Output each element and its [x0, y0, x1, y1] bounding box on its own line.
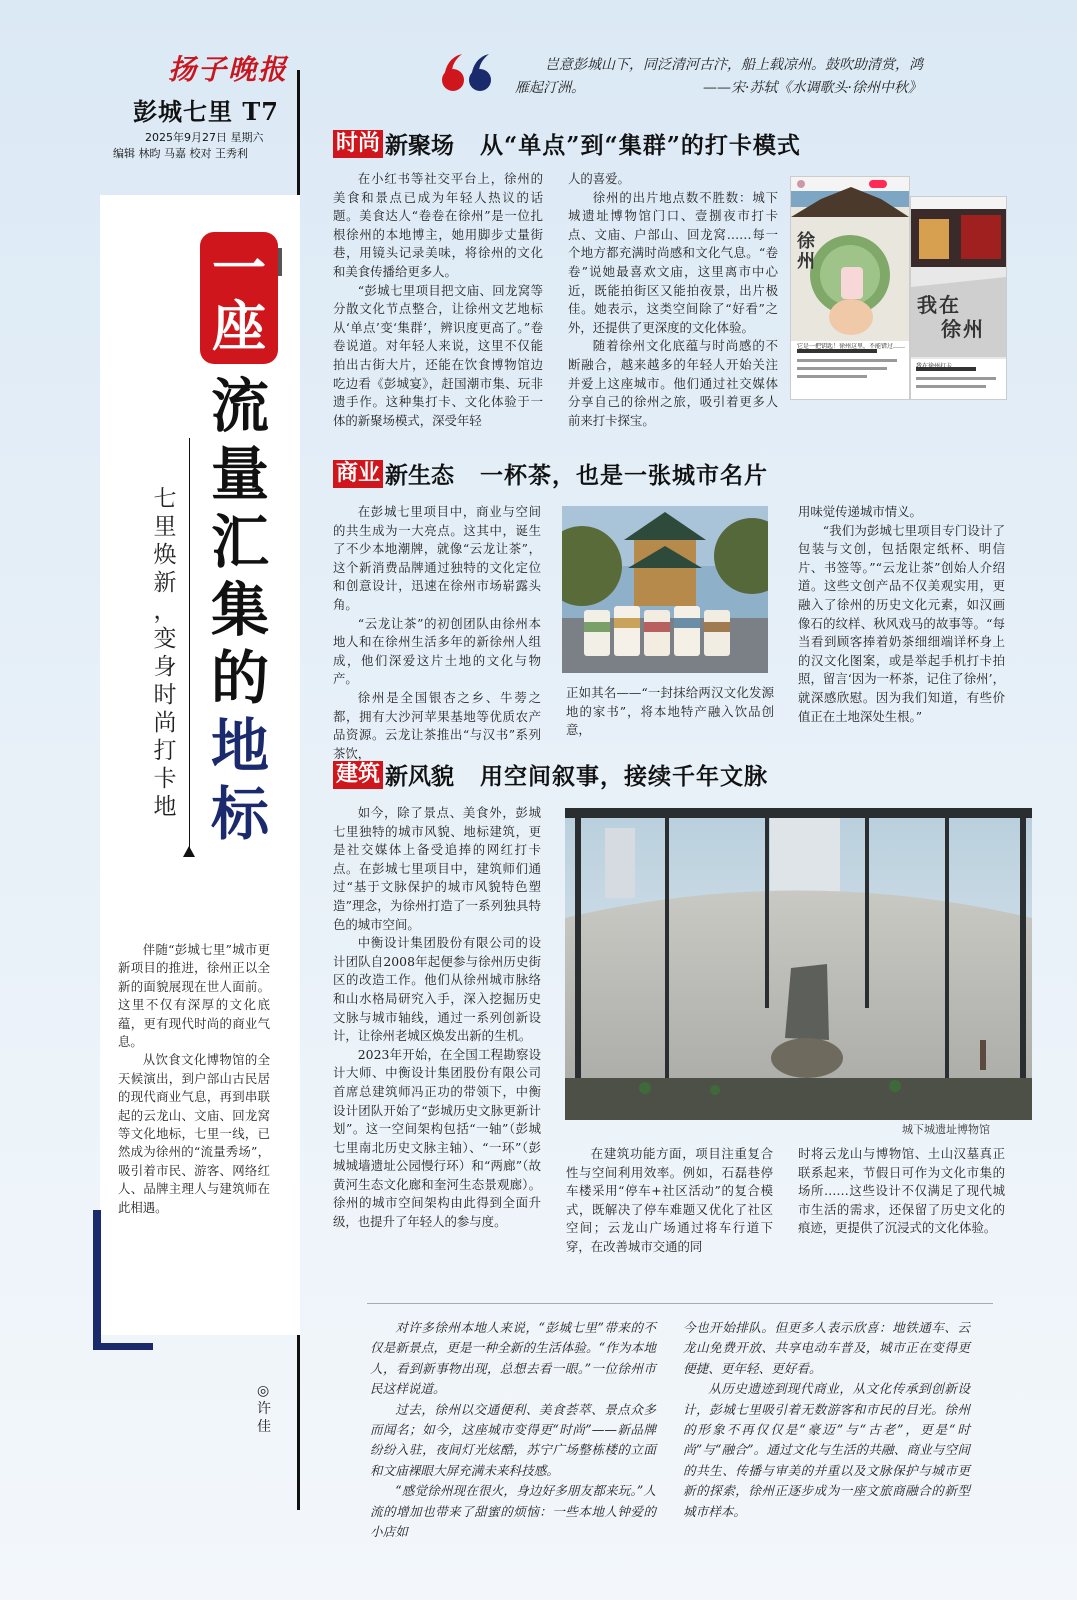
paragraph: “彭城七里项目把文庙、回龙窝等分散文化节点整合，让徐州文艺地标从‘单点’变‘集群’，辨识度更高了。”卷卷说道。对年轻人来说，这里不仅能拍出古街大片，还能在饮食博物馆边吃边看《彭城宴》，赶国潮市集、玩非遗手作。这种集打卡、文化体验于一体的新聚场模式，深受年轻: [333, 282, 543, 428]
editor-credits: 编辑 林昀 马嘉 校对 王秀利: [113, 147, 248, 160]
headline-char: 流: [210, 372, 269, 440]
section-header-business: [333, 457, 768, 490]
section-deck: 从“单点”到“集群”的打卡模式: [480, 132, 801, 159]
paragraph: 过去，徐州以交通便利、美食荟萃、景点众多而闻名；如今，这座城市变得更“时尚”——新品牌纷纷入驻，夜间灯光炫酷，苏宁广场整栋楼的立面和文庙裸眼大屏充满未来科技感。: [370, 1401, 656, 1478]
paragraph: “我们为彭城七里项目专门设计了包装与文创，包括限定纸杯、明信片、书签等。”“云龙让茶”创始人介绍道。这些文创产品不仅美观实用，更融入了徐州的历史文化元素，如汉画像石的纹样、秋风戏马的故事等。“每当看到顾客捧着奶茶细细端详杯身上的汉文化图案，或是举起手机打卡拍照，留言‘因为一杯茶，记住了徐州’，就深感欣慰。因为我们知道，有些价值正在土地深处生根。”: [798, 522, 1005, 724]
paragraph: 对许多徐州本地人来说，“彭城七里”带来的不仅是新景点，更是一种全新的生活体验。“作为本地人，看到新事物出现，总想去看一眼。”一位徐州市民这样说道。: [370, 1320, 656, 1397]
paragraph: 从历史遗迹到现代商业，从文化传承到创新设计，彭城七里吸引着无数游客和市民的目光。徐州的形象不再仅仅是“豪迈”与“古老”，更是“时尚”与“融合”。通过文化与生活的共融、商业与空间的共生、传播与审美的并重以及文脉保护与城市更新的探索，徐州正逐步成为一座文旅商融合的新型城市样本。: [683, 1381, 970, 1519]
triangle-icon: [183, 846, 195, 857]
subhead-char: 打: [153, 738, 177, 764]
article-column: [333, 170, 543, 430]
headline-char: 一: [212, 237, 266, 300]
subhead-char: 时: [153, 682, 177, 708]
bottom-column: [370, 1318, 656, 1542]
subhead-char: 身: [153, 654, 177, 680]
subhead-char: ，: [153, 598, 177, 624]
subhead-char: 七: [153, 486, 177, 512]
paragraph: 在建筑功能方面，项目注重复合性与空间利用效率。例如，石磊巷停车楼采用“停车+社区活动”的复合模式，既解决了停车难题又优化了社区空间；云龙山广场通过将车行道下穿，在改善城市交通的同: [566, 1146, 773, 1254]
section-title: 彭城七里 T7: [133, 97, 279, 126]
dateline: 2025年9月27日 星期六: [145, 131, 264, 144]
subhead-char: 地: [153, 794, 177, 820]
paragraph: 徐州的出片地点数不胜数：城下城遗址博物馆门口、壹捌夜市打卡点、文庙、户部山、回龙窝……每一个地方都充满时尚感和文化气息。“卷卷”说她最喜欢文庙，这里离市中心近，既能拍街区又能拍夜景，出片极佳。她表示，这类空间除了“好看”之外，还提供了更深度的文化体验。: [568, 189, 778, 335]
article-column: [798, 503, 1005, 726]
navy-accent-bar: [93, 1210, 101, 1350]
paragraph: 用味觉传递城市情义。: [798, 504, 922, 519]
headline-char: 座: [212, 295, 266, 358]
headline-char: 的: [210, 644, 269, 712]
paragraph: 时将云龙山与博物馆、土山汉墓真正联系起来，节假日可作为文化市集的场所……这些设计不仅满足了现代城市生活的需求，还保留了历史文化的痕迹，更提供了沉浸式的文化体验。: [798, 1146, 1005, 1236]
section-deck: 用空间叙事，接续千年文脉: [480, 763, 769, 790]
paragraph: 在彭城七里项目中，商业与空间的共生成为一大亮点。这其中，诞生了不少本地潮牌，就像“云龙让茶”，这个新消费品牌通过独特的文化定位和创意设计，迅速在徐州市场崭露头角。: [333, 504, 541, 612]
headline-char: 地: [210, 712, 269, 780]
main-headline: [205, 372, 275, 848]
author-byline: ◎许佳: [257, 1383, 271, 1435]
sub-headline: [150, 485, 180, 821]
article-column: [798, 1145, 1005, 1238]
post-caption: 我在徐州打卡: [916, 363, 953, 370]
paragraph: 在小红书等社交平台上，徐州的美食和景点已成为年轻人热议的话题。美食达人“卷卷在徐州”是一位扎根徐州的本地博主，她用脚步丈量街巷，用镜头记录美味，将徐州的文化和美食传播给更多人。: [333, 171, 543, 279]
social-post-screenshot-right: [910, 196, 1007, 400]
paragraph: 徐州是全国银杏之乡、牛蒡之都，拥有大沙河苹果基地等优质农产品资源。云龙让茶推出“与汉书”系列茶饮，: [333, 689, 541, 761]
section-header-fashion: [333, 127, 801, 160]
section-word: 新风貌: [385, 764, 455, 790]
headline-char: 汇: [210, 508, 269, 576]
paragraph: 伴随“彭城七里”城市更新项目的推进，徐州正以全新的面貌展现在世人面前。这里不仅有深厚的文化底蕴，更有现代时尚的商业气息。: [118, 942, 270, 1050]
subhead-char: 新: [153, 570, 177, 596]
section-tag: 时尚: [333, 130, 383, 158]
article-column: [566, 684, 774, 740]
paragraph: 从饮食文化博物馆的全天候演出，到户部山古民居的现代商业气息，再到串联起的云龙山、文庙、回龙窝等文化地标，七里一线，已然成为徐州的“流量秀场”，吸引着市民、游客、网络红人、品牌主理人与建筑师在此相遇。: [118, 1052, 270, 1215]
quote-attribution: ——宋·苏轼《水调歌头·徐州中秋》: [703, 80, 922, 96]
subhead-char: 卡: [153, 766, 177, 792]
paragraph: 随着徐州文化底蕴与时尚感的不断融合，越来越多的年轻人开始关注并爱上这座城市。他们通过社交媒体分享自己的徐州之旅，吸引着更多人前来打卡探宝。: [568, 338, 778, 428]
subhead-char: 尚: [153, 710, 177, 736]
wall-text: 徐州: [941, 317, 985, 341]
paragraph: 2023年开始，在全国工程勘察设计大师、中衡设计集团股份有限公司首席总建筑师冯正功的带领下，中衡设计团队开始了“彭城历史文脉更新计划”。这一空间架构包括“一轴”（彭城七里南北历史文脉主轴）、“一环”（彭城城墙遗址公园慢行环）和“两廊”（故黄河生态文化廊和奎河生态景观廊）。徐州的城市空间架构由此得到全面升级，也提升了年轻人的参与度。: [333, 1046, 541, 1230]
subhead-rule: [189, 438, 190, 848]
section-header-architecture: [333, 758, 768, 791]
headline-char: 集: [210, 576, 269, 644]
paragraph: 正如其名——“一封抹给两汉文化发源地的家书”，将本地特产融入饮品创意，: [566, 685, 774, 738]
subhead-char: 焕: [153, 542, 177, 568]
section-word: 新生态: [385, 463, 455, 489]
article-column: [566, 1145, 773, 1257]
headline-char: 量: [210, 440, 269, 508]
social-post-screenshot-left: [790, 176, 910, 400]
paragraph: 如今，除了景点、美食外，彭城七里独特的城市风貌、地标建筑，更是社交媒体上备受追捧的网红打卡点。在彭城七里项目中，建筑师们通过“基于文脉保护的城市风貌特色塑造”理念，为徐州打造了一系列独具特色的城市空间。: [333, 805, 541, 932]
section-word: 新聚场: [385, 133, 455, 159]
subhead-char: 变: [153, 626, 177, 652]
paragraph: “云龙让茶”的初创团队由徐州本地人和在徐州生活多年的新徐州人组成，他们深爱这片土地的文化与物产。: [333, 615, 541, 687]
section-tag: 建筑: [333, 761, 383, 789]
navy-accent-foot: [93, 1343, 153, 1350]
museum-photo: [565, 808, 1032, 1120]
paragraph: “感觉徐州现在很火，身边好多朋友都来玩。”人流的增加也带来了甜蜜的烦恼：一些本地人钟爱的小店如: [370, 1483, 656, 1540]
quote-line-2: 雁起汀洲。: [515, 80, 585, 96]
moon-gate-text: 徐州: [797, 231, 815, 272]
subhead-char: 里: [153, 514, 177, 540]
article-column: [568, 170, 778, 430]
article-column: [333, 503, 541, 763]
quote-mark-icon: [440, 52, 496, 94]
bottom-rule: [367, 1303, 993, 1304]
section-deck: 一杯茶，也是一张城市名片: [480, 462, 769, 489]
tea-cups-photo: [562, 506, 768, 673]
wall-text: 我在: [917, 293, 961, 317]
newspaper-logo: 扬子晚报: [168, 53, 289, 86]
paragraph: 今也开始排队。但更多人表示欣喜：地铁通车、云龙山免费开放、共享电动车普及，城市正在变得更便捷、更年轻、更好看。: [683, 1320, 970, 1376]
headline-red-box: [200, 232, 278, 364]
post-caption: 它是一把钥匙！徐州这里，不能错过……: [797, 343, 906, 350]
intro-text: [118, 941, 270, 1217]
section-tag: 商业: [333, 460, 383, 488]
quote-line-1: 岂意彭城山下，同泛清河古汴，船上载凉州。鼓吹助清赏，鸿: [545, 57, 923, 73]
paragraph: 人的喜爱。: [568, 171, 630, 186]
headline-char: 标: [210, 780, 269, 848]
bottom-column: [683, 1318, 970, 1522]
article-column: [333, 804, 541, 1232]
photo-caption: 城下城遗址博物馆: [902, 1123, 990, 1136]
paragraph: 中衡设计集团股份有限公司的设计团队自2008年起便参与徐州历史街区的改造工作。他们从徐州城市脉络和山水格局研究入手，深入挖掘历史文脉与城市轴线，通过一系列创新设计，让徐州老城区焕发出新的生机。: [333, 935, 541, 1044]
